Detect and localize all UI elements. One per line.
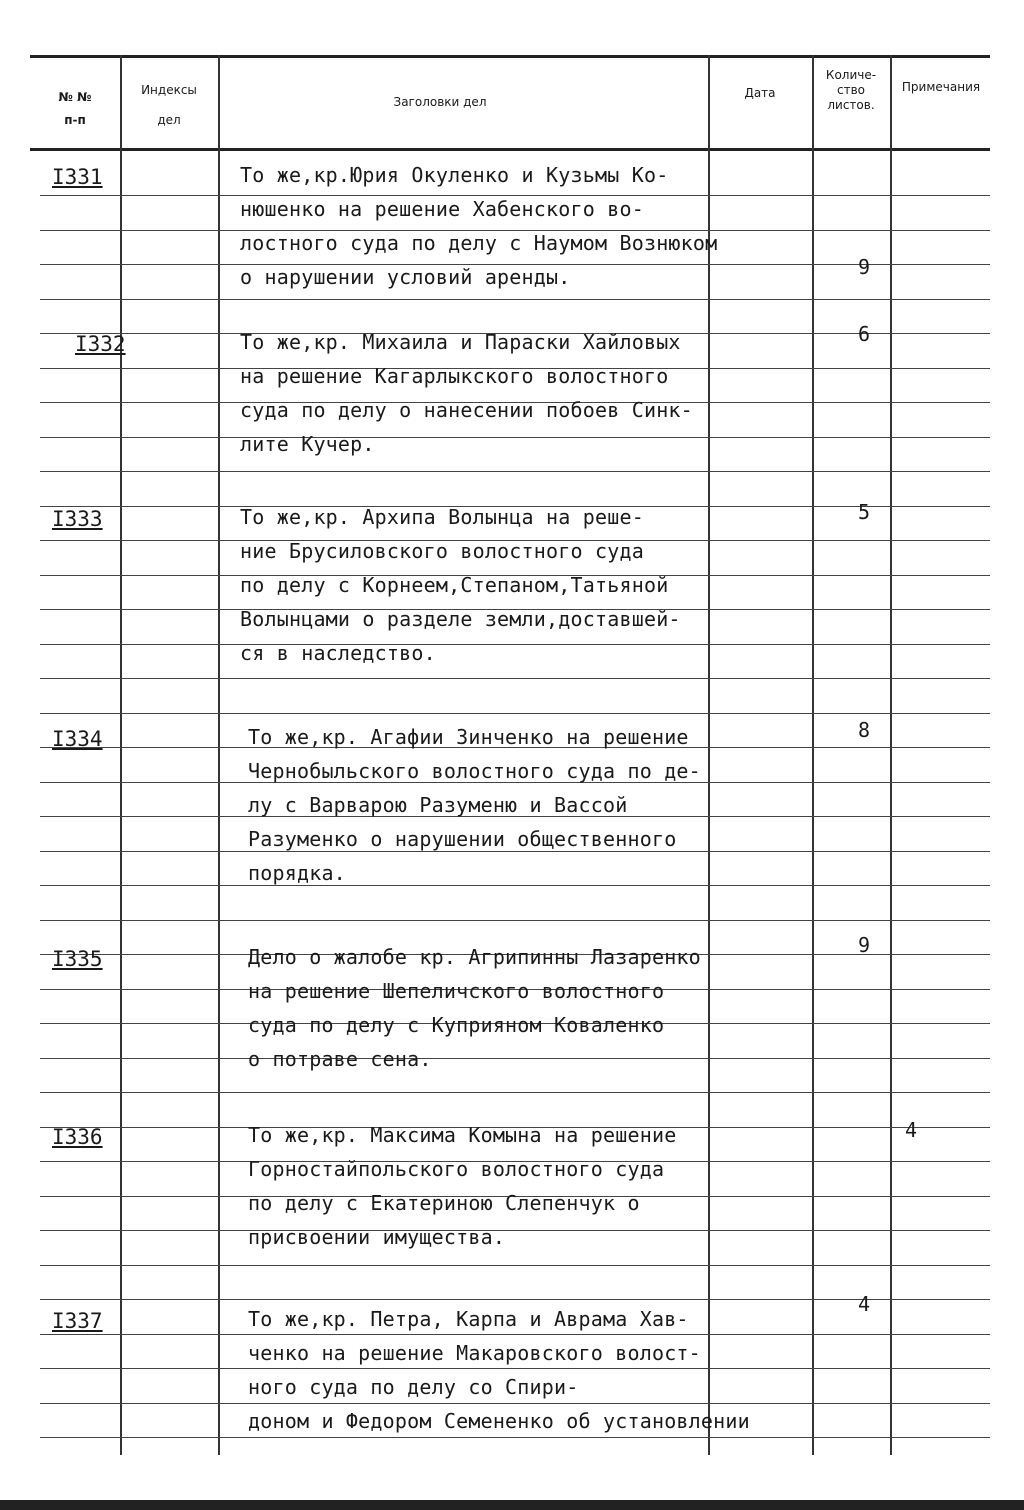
entry-title-line: ся в наследство. [240,641,436,665]
entry-title-line: по делу с Корнеем,Степаном,Татьяной [240,573,669,597]
ruled-line [40,1299,990,1300]
entry-title-line: о нарушении условий аренды. [240,265,571,289]
entry-title-line: То же,кр.Юрия Окуленко и Кузьмы Ко- [240,163,669,187]
ruled-line [40,195,990,196]
ruled-line [40,1092,990,1093]
entry-title-line: по делу с Екатериною Слепенчук о [248,1191,640,1215]
entry-title-line: порядка. [248,861,346,885]
entry-title-line: лу с Варварою Разуменю и Вассой [248,793,628,817]
header-index-sublabel: дел [157,113,181,127]
header-index [122,83,216,128]
entry-title-line: Дело о жалобе кр. Агрипинны Лазаренко [248,945,701,969]
entry-title-line: То же,кр. Максима Комына на решение [248,1123,677,1147]
ruled-line [40,1437,990,1438]
entry-number: I331 [52,165,103,189]
ruled-line [40,1403,990,1404]
ruled-line [40,1265,990,1266]
column-divider [812,55,814,1455]
entry-title-line: ние Брусиловского волостного суда [240,539,644,563]
column-divider [120,55,122,1455]
entry-title-line: Разуменко о нарушении общественного [248,827,677,851]
header-bottom-rule [30,148,990,151]
header-number [40,90,110,128]
entry-number: I334 [52,727,103,751]
ruled-line [40,678,990,679]
entry-title-line: на решение Кагарлыкского волостного [240,364,669,388]
entry-number: I332 [75,332,126,356]
ruled-line [40,299,990,300]
ruled-line [40,713,990,714]
header-date: Дата [744,86,776,100]
entry-number: I336 [52,1125,103,1149]
ruled-line [40,1334,990,1335]
entry-title-line: То же,кр. Михаила и Параски Хайловых [240,330,681,354]
entry-title-line: суда по делу с Куприяном Коваленко [248,1013,665,1037]
ruled-line [40,1368,990,1369]
sheet-count: 9 [858,255,871,279]
column-divider [890,55,892,1455]
entry-title-line: ченко на решение Макаровского волост- [248,1341,701,1365]
entry-number: I337 [52,1309,103,1333]
entry-title-line: о потраве сена. [248,1047,432,1071]
entry-title-line: на решение Шепеличского волостного [248,979,665,1003]
ruled-line [40,1058,990,1059]
sheet-count: 5 [858,500,871,524]
ruled-line [40,1230,990,1231]
column-divider [708,55,710,1455]
entry-title-line: То же,кр. Архипа Волынца на реше- [240,505,644,529]
ruled-line [40,644,990,645]
entry-number: I333 [52,507,103,531]
header-number-label: № № [58,90,92,104]
entry-number: I335 [52,947,103,971]
sheet-count: 9 [858,933,871,957]
entry-title-line: ного суда по делу со Спири- [248,1375,579,1399]
header-top-rule [30,55,990,58]
entry-title-line: нюшенко на решение Хабенского во- [240,197,644,221]
entry-title-line: Горностайпольского волостного суда [248,1157,665,1181]
scan-edge [0,1500,1024,1510]
entry-title-line: То же,кр. Петра, Карпа и Аврама Хав- [248,1307,689,1331]
header-count: Количе-ство листов. [825,68,877,112]
ruled-line [40,471,990,472]
entry-title-line: доном и Федором Семененко об установлении [248,1409,750,1433]
entry-title-line: То же,кр. Агафии Зинченко на решение [248,725,689,749]
ruled-line [40,437,990,438]
entry-title-line: Волынцами о разделе земли,доставшей- [240,607,681,631]
sheet-count: 4 [905,1118,918,1142]
sheet-count: 8 [858,718,871,742]
column-divider [218,55,220,1455]
sheet-count: 6 [858,322,871,346]
header-title: Заголовки дел [393,95,487,109]
entry-title-line: лите Кучер. [240,432,375,456]
ruled-line [40,885,990,886]
header-notes: Примечания [901,80,981,94]
ruled-line [40,920,990,921]
sheet-count: 4 [858,1292,871,1316]
header-index-label: Индексы [141,83,197,97]
entry-title-line: Чернобыльского волостного суда по де- [248,759,701,783]
entry-title-line: присвоении имущества. [248,1225,506,1249]
header-number-sublabel: п-п [64,113,86,127]
entry-title-line: лостного суда по делу с Наумом Вознюком [240,231,718,255]
entry-title-line: суда по делу о нанесении побоев Синк- [240,398,693,422]
